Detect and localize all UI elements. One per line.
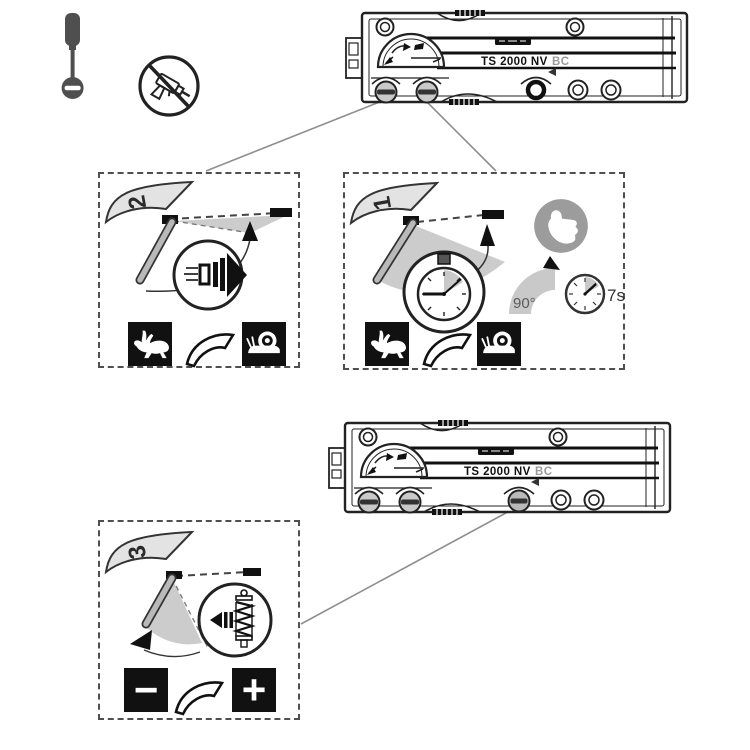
step-3-panel [98, 520, 300, 720]
door-frame-block [270, 208, 292, 217]
door-closer-top [345, 10, 695, 105]
step-number: 1 [368, 194, 398, 212]
rabbit-fast-icon [365, 322, 409, 366]
step-1-panel [343, 172, 625, 370]
latch-action-diagram [110, 207, 300, 322]
snail-slow-icon [242, 322, 286, 366]
spring-damper-icon [199, 584, 271, 656]
step-number: 3 [123, 543, 153, 561]
step-number: 2 [123, 193, 153, 211]
closing-speed-valve-screw [417, 82, 438, 103]
door-swing-icon [170, 674, 228, 716]
backcheck-valve-port [528, 82, 544, 98]
backcheck-diagram [110, 568, 295, 666]
model-label: TS 2000 NV [481, 56, 548, 68]
step-2-panel [98, 172, 300, 368]
door-swing-icon [419, 326, 475, 368]
mounting-bracket [329, 448, 345, 488]
mounting-bracket [346, 38, 362, 78]
stopwatch-icon [404, 252, 484, 332]
door-frame-block [482, 210, 504, 219]
minus-icon: − [124, 668, 168, 712]
open-angle-and-time [503, 256, 628, 318]
latch-speed-valve-screw [359, 492, 380, 513]
latch-speed-valve-screw [376, 82, 397, 103]
backcheck-valve-screw [509, 491, 530, 512]
opening-direction-arrow [130, 630, 152, 650]
model-variant-label: BC [535, 466, 553, 478]
closing-direction-arrow [480, 224, 495, 246]
model-label: TS 2000 NV [464, 466, 531, 478]
door-frame-block [243, 568, 261, 576]
screwdriver-icon [57, 12, 89, 102]
closing-speed-valve-screw [400, 492, 421, 513]
opening-arrow [543, 256, 560, 270]
clock-icon [566, 275, 604, 313]
model-variant-label: BC [552, 56, 570, 68]
time-label: 7s [607, 286, 625, 305]
thumbs-up-icon [533, 198, 589, 254]
door-swing-icon [182, 326, 238, 368]
rabbit-fast-icon [128, 322, 172, 366]
door-closer-bottom [328, 420, 678, 515]
latch-speed-icon [174, 241, 247, 309]
snail-slow-icon [477, 322, 521, 366]
angle-label: 90° [513, 295, 536, 312]
no-drilling-icon [136, 53, 202, 119]
door-leaf [140, 222, 172, 280]
plus-icon: + [232, 668, 276, 712]
